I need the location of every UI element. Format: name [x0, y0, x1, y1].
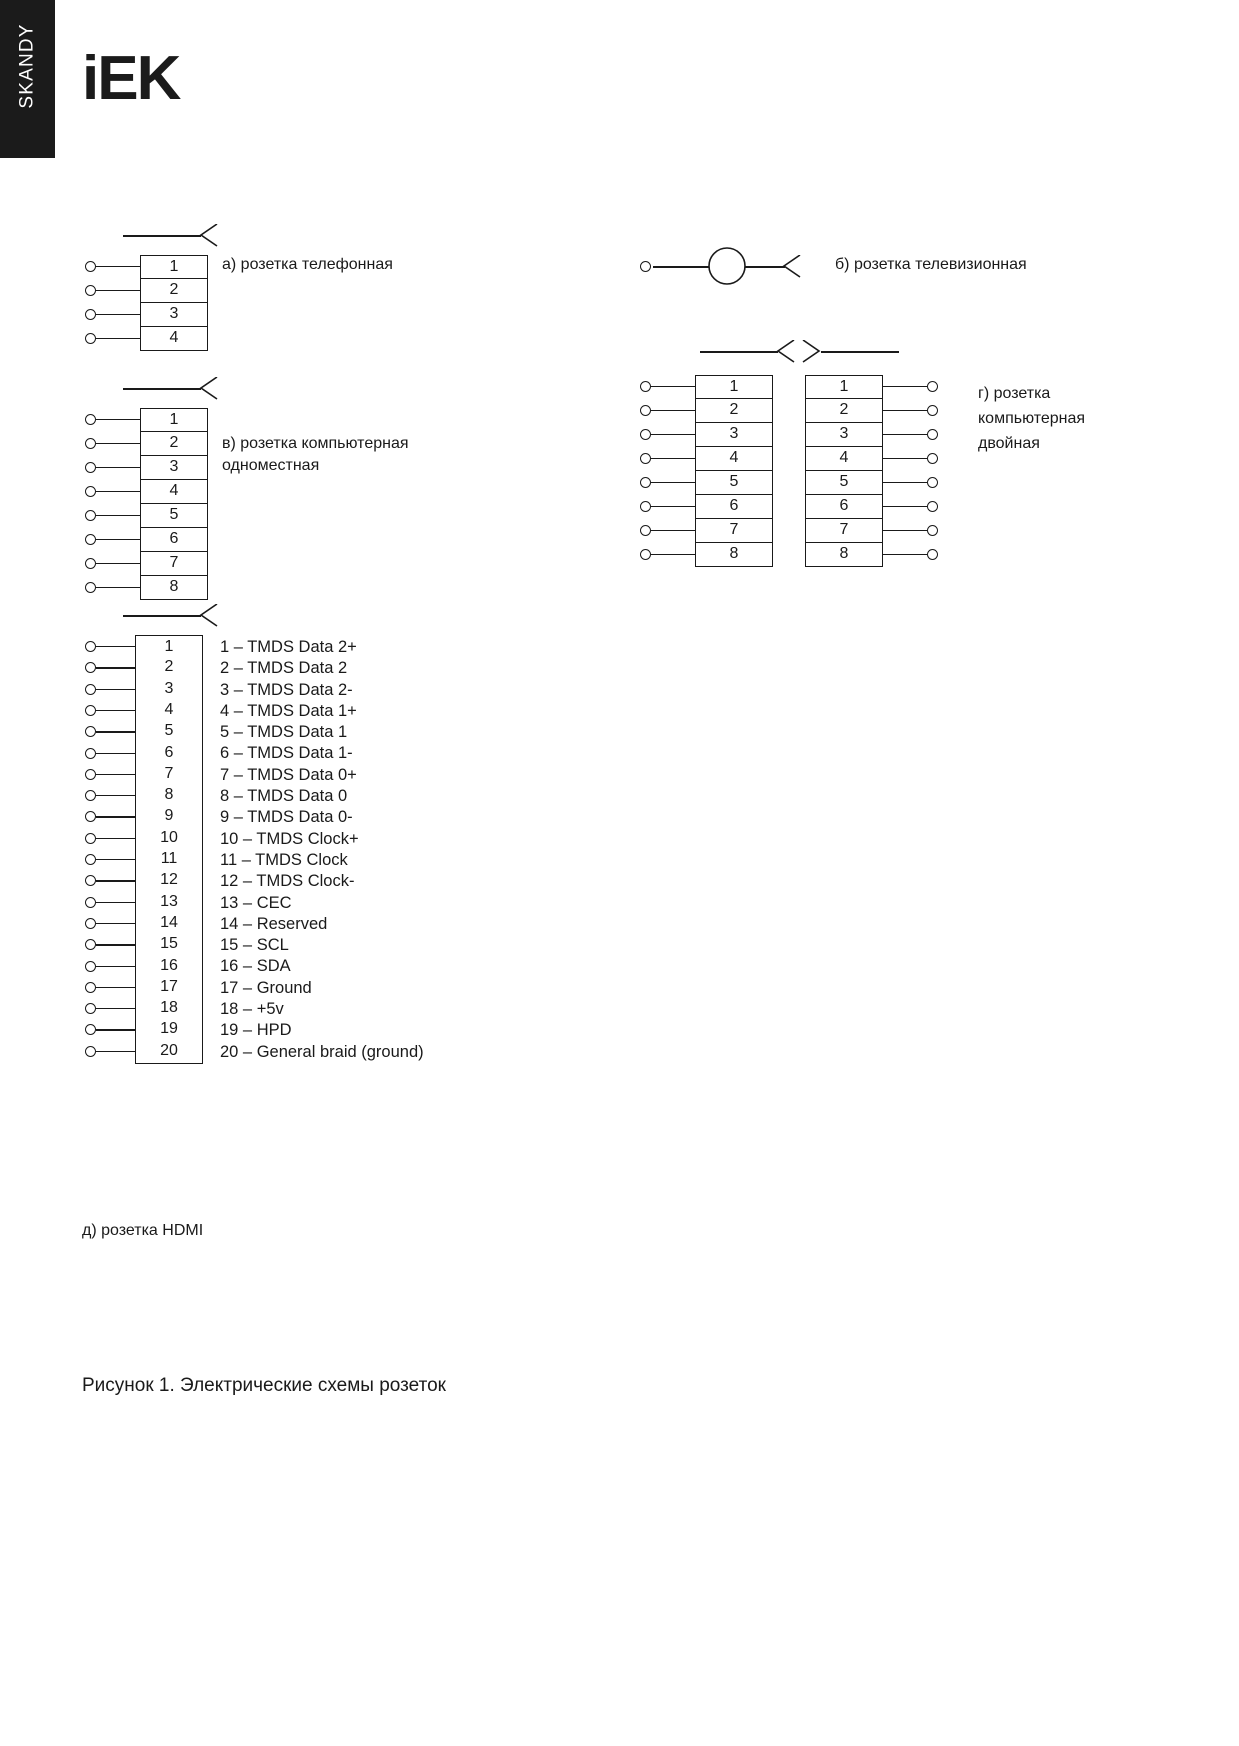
pin-row [640, 543, 943, 567]
pin-cell: 13 [135, 891, 203, 915]
pin-row [85, 552, 268, 576]
pin-cell: 2 [135, 656, 203, 680]
pin-cell: 4 [135, 699, 203, 723]
lead-wire [96, 795, 135, 796]
pin-cell: 6 [805, 495, 883, 519]
lead-wire [96, 944, 135, 945]
lead-wire [96, 290, 140, 291]
pin-cell: 7 [805, 519, 883, 543]
hdmi-pinout-item: 11 – TMDS Clock [220, 850, 348, 869]
terminal-dot [927, 525, 938, 536]
pin-row [85, 303, 268, 327]
lead-wire [96, 710, 135, 711]
pin-row [85, 480, 268, 504]
pin-row [640, 495, 943, 519]
terminal-dot [85, 748, 96, 759]
pin-cell: 1 [805, 375, 883, 399]
hdmi-pinout-item: 16 – SDA [220, 957, 291, 976]
diagram-tv-socket [640, 256, 1140, 310]
hdmi-pinout-item: 20 – General braid (ground) [220, 1042, 424, 1061]
connector-arrow-icon [197, 604, 219, 628]
pin-cell: 16 [135, 955, 203, 979]
pin-row [640, 423, 943, 447]
pin-cell: 3 [695, 423, 773, 447]
terminal-dot [85, 854, 96, 865]
lead-wire [96, 923, 135, 924]
lead-wire [96, 491, 140, 492]
lead-wire [96, 838, 135, 839]
lead-wire [96, 338, 140, 339]
lead-wire [96, 1008, 135, 1009]
pin-cell: 5 [805, 471, 883, 495]
terminal-dot [927, 501, 938, 512]
connector-arrow-right-icon [801, 340, 823, 364]
terminal-dot [85, 261, 96, 272]
pin-cell: 19 [135, 1018, 203, 1042]
pin-cell: 1 [140, 408, 208, 432]
terminal-dot [85, 285, 96, 296]
diagram-telephone-socket [85, 255, 485, 365]
connector-line [123, 388, 201, 390]
hdmi-pinout-item: 1 – TMDS Data 2+ [220, 638, 357, 656]
connector-line [123, 235, 201, 237]
pin-cell: 4 [805, 447, 883, 471]
pin-cell: 3 [135, 678, 203, 702]
lead-wire [96, 689, 135, 690]
lead-wire [96, 266, 140, 267]
lead-wire [96, 902, 135, 903]
lead-wire [883, 554, 927, 555]
pin-cell: 3 [140, 456, 208, 480]
pin-row [640, 447, 943, 471]
caption-computer-single-line2: одноместная [222, 457, 320, 474]
hdmi-pinout-item: 17 – Ground [220, 978, 312, 997]
lead-wire [96, 539, 140, 540]
caption-hdmi: д) розетка HDMI [82, 1222, 204, 1239]
terminal-dot [85, 486, 96, 497]
lead-wire [883, 434, 927, 435]
lead-wire [883, 386, 927, 387]
pin-cell: 11 [135, 848, 203, 872]
connector-line-2 [745, 266, 785, 268]
connector-arrow-icon [197, 377, 219, 401]
pin-cell: 8 [135, 784, 203, 808]
pin-row [85, 327, 268, 351]
terminal-dot [85, 769, 96, 780]
pin-row [85, 528, 268, 552]
terminal-dot [85, 982, 96, 993]
pin-cell: 18 [135, 997, 203, 1021]
brand-tab-label: SKANDY [16, 23, 38, 109]
lead-wire [96, 880, 135, 881]
lead-wire [96, 443, 140, 444]
lead-wire [96, 667, 135, 668]
logo-text: iEK [82, 44, 180, 113]
iek-logo [82, 44, 180, 113]
pin-cell: 2 [140, 432, 208, 456]
lead-wire [96, 966, 135, 967]
lead-wire [96, 859, 135, 860]
lead-wire [96, 1029, 135, 1030]
pin-row [640, 471, 943, 495]
pin-cell: 6 [135, 742, 203, 766]
hdmi-pinout-item: 15 – SCL [220, 936, 289, 955]
pin-cell: 9 [135, 805, 203, 829]
terminal-dot [85, 414, 96, 425]
terminal-dot [85, 462, 96, 473]
hdmi-pinout-list [220, 637, 424, 1063]
pin-row [640, 399, 943, 423]
coax-circle-icon [706, 246, 750, 288]
terminal-dot [85, 897, 96, 908]
pin-row [640, 375, 943, 399]
terminal-dot [85, 918, 96, 929]
pin-cell: 5 [135, 720, 203, 744]
diagram-hdmi-socket [85, 635, 685, 1075]
pin-cell: 2 [695, 399, 773, 423]
pin-cell: 6 [140, 528, 208, 552]
connector-line-right [821, 351, 899, 353]
hdmi-pinout-item: 8 – TMDS Data 0 [220, 787, 348, 806]
caption-computer-double-line1: г) розетка [978, 385, 1051, 402]
terminal-dot [85, 438, 96, 449]
terminal-dot [85, 833, 96, 844]
diagram-computer-socket-single [85, 408, 585, 595]
hdmi-pinout-item: 12 – TMDS Clock- [220, 872, 355, 891]
pin-row [85, 279, 268, 303]
connector-line [123, 615, 201, 617]
terminal-dot [85, 1024, 96, 1035]
brand-tab [0, 0, 55, 158]
terminal-dot [85, 534, 96, 545]
terminal-dot [927, 477, 938, 488]
lead-wire [96, 587, 140, 588]
lead-wire [96, 314, 140, 315]
pin-cell: 4 [695, 447, 773, 471]
terminal-dot [85, 961, 96, 972]
lead-wire [96, 987, 135, 988]
terminal-dot [85, 1003, 96, 1014]
lead-wire [96, 515, 140, 516]
pin-row [85, 504, 268, 528]
pin-cell: 2 [140, 279, 208, 303]
pin-cell: 1 [695, 375, 773, 399]
pin-cell: 4 [140, 327, 208, 351]
pin-cell: 4 [140, 480, 208, 504]
pin-cell: 7 [140, 552, 208, 576]
terminal-dot [85, 641, 96, 652]
pin-cell: 2 [805, 399, 883, 423]
pin-row [640, 519, 943, 543]
lead-wire [96, 646, 135, 647]
caption-computer-single-line1: в) розетка компьютерная [222, 435, 409, 452]
terminal-dot [85, 726, 96, 737]
pin-cell: 8 [140, 576, 208, 600]
hdmi-pinout-item: 19 – HPD [220, 1021, 292, 1040]
pin-cell: 6 [695, 495, 773, 519]
connector-arrow-icon [780, 255, 802, 279]
pin-cell: 3 [805, 423, 883, 447]
terminal-dot [927, 429, 938, 440]
hdmi-pinout-item: 7 – TMDS Data 0+ [220, 765, 357, 784]
connector-arrow-icon [197, 224, 219, 248]
terminal-dot [85, 790, 96, 801]
pin-cell: 7 [695, 519, 773, 543]
pin-cell: 5 [695, 471, 773, 495]
hdmi-pinout-item: 14 – Reserved [220, 914, 328, 933]
hdmi-pinout-item: 5 – TMDS Data 1 [220, 723, 348, 742]
terminal-dot [85, 582, 96, 593]
terminal-dot [927, 549, 938, 560]
lead-wire [96, 419, 140, 420]
lead-wire [96, 816, 135, 817]
pin-cell: 7 [135, 763, 203, 787]
terminal-dot [85, 684, 96, 695]
pin-cell: 15 [135, 933, 203, 957]
lead-wire [96, 563, 140, 564]
terminal-dot [85, 558, 96, 569]
connector-line-left [700, 351, 778, 353]
caption-computer-double-line2: компьютерная [978, 410, 1086, 427]
terminal-dot [85, 662, 96, 673]
pin-cell: 5 [140, 504, 208, 528]
pin-cell: 12 [135, 869, 203, 893]
lead-wire [883, 506, 927, 507]
hdmi-pinout-item: 10 – TMDS Clock+ [220, 829, 359, 848]
caption-computer-double-line3: двойная [978, 435, 1040, 452]
terminal-dot [927, 453, 938, 464]
figure-caption: Рисунок 1. Электрические схемы розеток [82, 1375, 446, 1396]
terminal-dot [85, 939, 96, 950]
pin-cell: 8 [805, 543, 883, 567]
pin-cell: 20 [135, 1040, 203, 1064]
caption-tv: б) розетка телевизионная [835, 256, 1027, 273]
lead-wire [96, 1051, 135, 1052]
lead-wire [883, 458, 927, 459]
hdmi-pinout-item: 18 – +5v [220, 1000, 284, 1019]
diagram-computer-socket-double [640, 375, 1140, 575]
caption-telephone: а) розетка телефонная [222, 256, 393, 273]
lead-wire [883, 410, 927, 411]
lead-wire [96, 774, 135, 775]
pin-cell: 17 [135, 976, 203, 1000]
hdmi-pinout-item: 2 – TMDS Data 2 [220, 659, 348, 678]
terminal-dot [85, 1046, 96, 1057]
pin-row [85, 576, 268, 600]
terminal-dot [85, 309, 96, 320]
hdmi-pinout-item: 3 – TMDS Data 2- [220, 680, 353, 699]
connector-line [653, 266, 709, 268]
terminal-dot [927, 381, 938, 392]
hdmi-pinout-item: 13 – CEC [220, 893, 292, 912]
pin-cell: 8 [695, 543, 773, 567]
lead-wire [96, 753, 135, 754]
hdmi-pinout-item: 9 – TMDS Data 0- [220, 808, 353, 827]
pin-cell: 14 [135, 912, 203, 936]
terminal-dot [640, 261, 651, 272]
lead-wire [883, 482, 927, 483]
connector-arrow-left-icon [774, 340, 796, 364]
pin-cell: 1 [140, 255, 208, 279]
lead-wire [883, 530, 927, 531]
pin-cell: 10 [135, 827, 203, 851]
terminal-dot [927, 405, 938, 416]
terminal-dot [85, 705, 96, 716]
pin-cell: 3 [140, 303, 208, 327]
hdmi-pinout-item: 6 – TMDS Data 1- [220, 744, 353, 763]
terminal-dot [85, 333, 96, 344]
hdmi-pinout-item: 4 – TMDS Data 1+ [220, 701, 357, 720]
lead-wire [96, 731, 135, 732]
terminal-dot [85, 875, 96, 886]
pin-row [85, 408, 268, 432]
pin-cell: 1 [135, 635, 203, 659]
terminal-dot [85, 510, 96, 521]
lead-wire [96, 467, 140, 468]
terminal-dot [85, 811, 96, 822]
